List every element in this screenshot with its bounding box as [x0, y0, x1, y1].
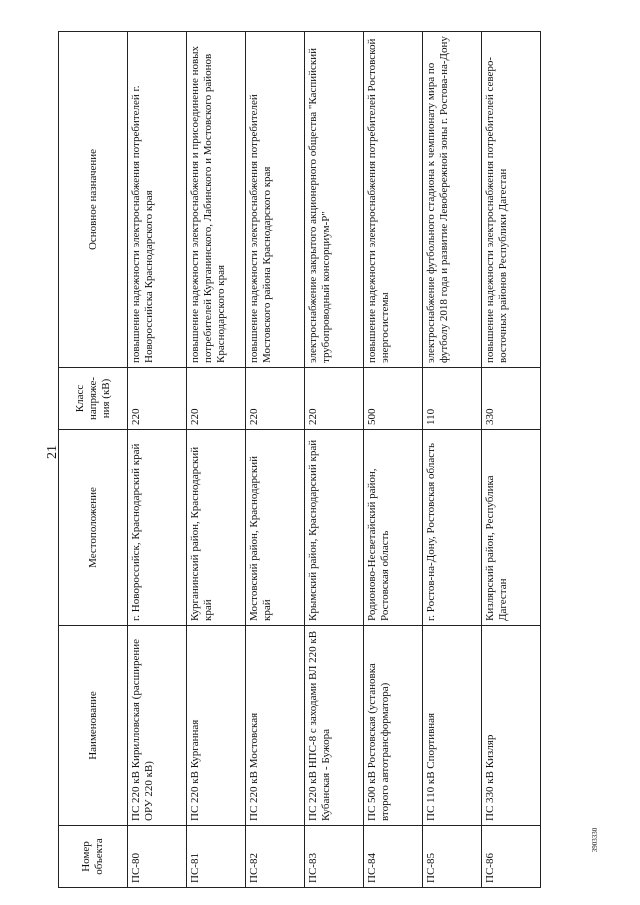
cell-purpose: повышение надежности электроснабжения потребителей северо-восточных районов Республики Дагестан: [482, 32, 541, 368]
cell-voltage: 500: [364, 368, 423, 430]
cell-voltage: 220: [128, 368, 187, 430]
cell-location: Курганинский район, Краснодарский край: [187, 430, 246, 626]
table-row: [423, 32, 482, 888]
cell-purpose: повышение надежности электроснабжения потребителей г. Новороссийска Краснодарского края: [128, 32, 187, 368]
cell-location: г. Новороссийск, Краснодарский край: [128, 430, 187, 626]
cell-voltage: 220: [187, 368, 246, 430]
cell-location: Крымский район, Краснодарский край: [305, 430, 364, 626]
cell-location: Родионово-Несветайский район, Ростовская область: [364, 430, 423, 626]
cell-name: ПС 330 кВ Кизляр: [482, 626, 541, 826]
cell-location: Мостовский район, Краснодарский край: [246, 430, 305, 626]
header-name: Наименование: [59, 626, 128, 826]
cell-name: ПС 500 кВ Ростовская (установка второго автотрансформатора): [364, 626, 423, 826]
cell-number: ПС-83: [305, 826, 364, 888]
cell-number: ПС-81: [187, 826, 246, 888]
infrastructure-table-container: [58, 32, 588, 888]
cell-voltage: 330: [482, 368, 541, 430]
cell-name: ПС 220 кВ НПС-8 с заходами ВЛ 220 кВ Кубанская - Бужора: [305, 626, 364, 826]
cell-number: ПС-86: [482, 826, 541, 888]
cell-location: г. Ростов-на-Дону, Ростовская область: [423, 430, 482, 626]
cell-name: ПС 110 кВ Спортивная: [423, 626, 482, 826]
cell-voltage: 220: [246, 368, 305, 430]
cell-purpose: повышение надежности электроснабжения потребителей Ростовской энергосистемы: [364, 32, 423, 368]
cell-voltage: 220: [305, 368, 364, 430]
header-number: Номер объекта: [59, 826, 128, 888]
cell-number: ПС-85: [423, 826, 482, 888]
table-row: [364, 32, 423, 888]
header-voltage: Класс напряже-ния (кВ): [59, 368, 128, 430]
cell-name: ПС 220 кВ Курганная: [187, 626, 246, 826]
document-code: 3903330: [591, 827, 599, 853]
cell-location: Кизлярский район, Республика Дагестан: [482, 430, 541, 626]
table-row: [305, 32, 364, 888]
page-number: 21: [45, 445, 60, 459]
cell-name: ПС 220 кВ Кирилловская (расширение ОРУ 220 кВ): [128, 626, 187, 826]
cell-purpose: электроснабжение футбольного стадиона к чемпионату мира по футболу 2018 года и развитие Левобережной зоны г. Ростова-на-Дону: [423, 32, 482, 368]
cell-number: ПС-80: [128, 826, 187, 888]
cell-purpose: повышение надежности электроснабжения и присоединение новых потребителей Курганинского, Лабинского и Мостовского районов Краснодарского края: [187, 32, 246, 368]
table-row: [128, 32, 187, 888]
header-purpose: Основное назначение: [59, 32, 128, 368]
cell-purpose: повышение надежности электроснабжения потребителей Мостовского района Краснодарского края: [246, 32, 305, 368]
table-row: [187, 32, 246, 888]
cell-number: ПС-84: [364, 826, 423, 888]
cell-name: ПС 220 кВ Мостовская: [246, 626, 305, 826]
table-row: [482, 32, 541, 888]
infrastructure-table: [58, 31, 541, 888]
table-header-row: [59, 32, 128, 888]
table-row: [246, 32, 305, 888]
cell-number: ПС-82: [246, 826, 305, 888]
cell-voltage: 110: [423, 368, 482, 430]
header-location: Местоположение: [59, 430, 128, 626]
cell-purpose: электроснабжение закрытого акционерного общества "Каспийский трубопроводный консорциум-Р": [305, 32, 364, 368]
